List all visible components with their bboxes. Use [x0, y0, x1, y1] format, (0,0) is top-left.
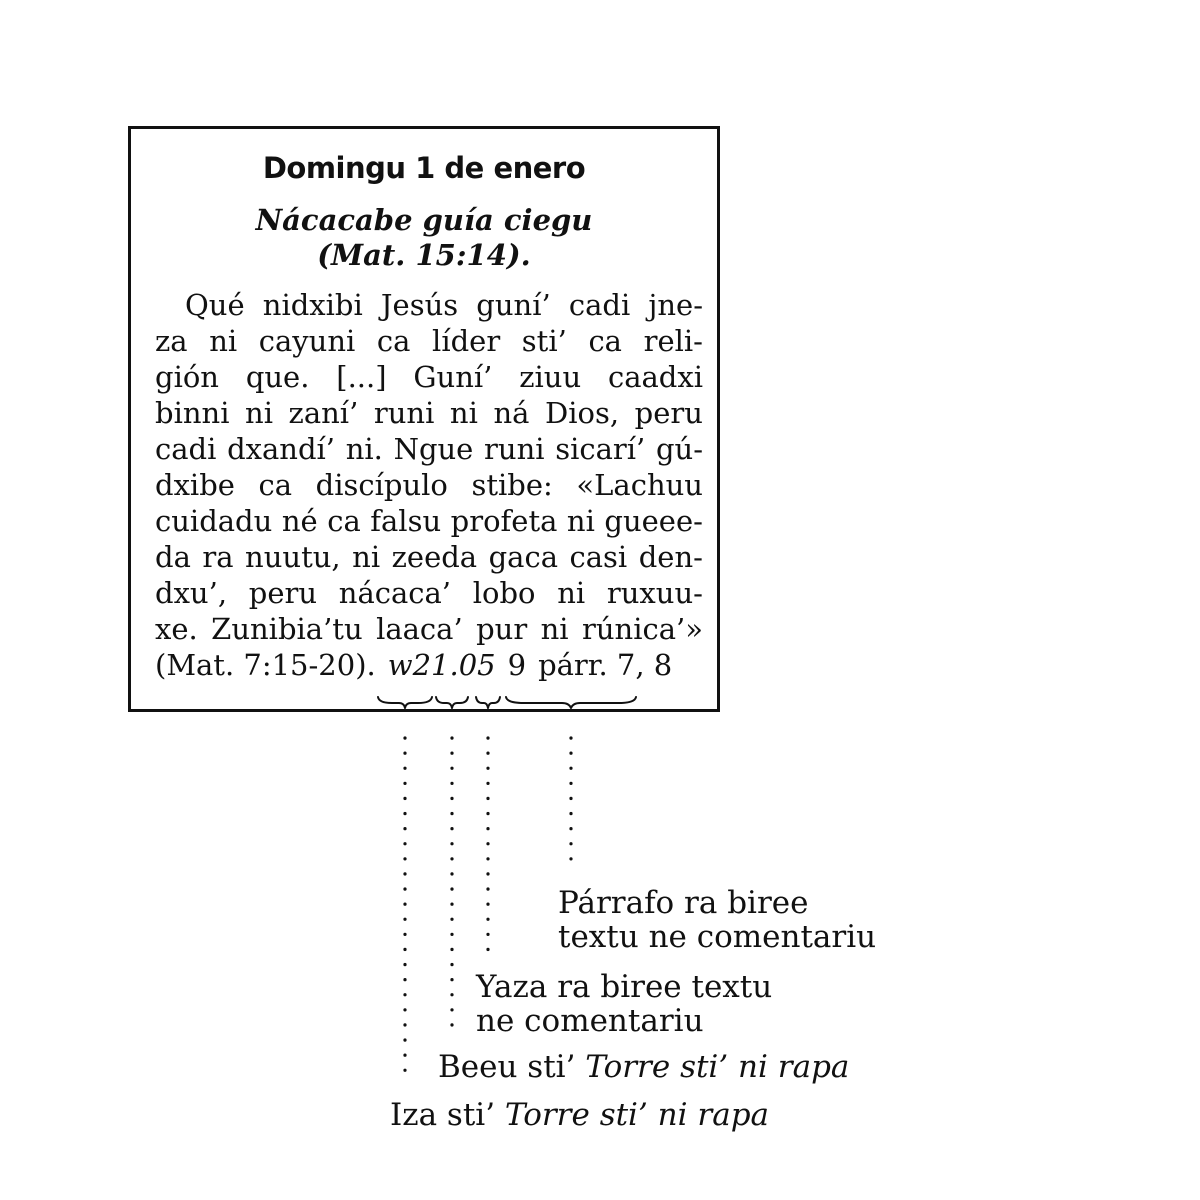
- label-paragraph: Párrafo ra biree textu ne comentariu: [558, 885, 877, 955]
- brace-issue: [436, 697, 468, 708]
- brace-publication: [378, 697, 432, 708]
- citation-paragraphs: párr. 7, 8: [538, 648, 673, 682]
- citation-publication: w21.: [387, 648, 459, 682]
- card-date: Domingu 1 de enero: [262, 151, 586, 185]
- citation-page: 9: [507, 648, 527, 682]
- body-line: cuidadu né ca falsu profeta ni gueee-: [155, 504, 703, 538]
- brace-page: [476, 697, 500, 708]
- body-line: binni ni zaní’ runi ni ná Dios, peru: [155, 396, 703, 430]
- label-issue-month: Beeu sti’ Torre sti’ ni rapa: [438, 1049, 850, 1085]
- body-line: dxu’, peru nácaca’ lobo ni ruxuu-: [155, 576, 703, 610]
- body-line: cadi dxandí’ ni. Ngue runi sicarí’ gú-: [155, 432, 703, 466]
- theme-line: Nácacabe guía ciegu: [255, 203, 593, 237]
- body-line: Qué nidxibi Jesús guní’ cadi jne-: [185, 288, 703, 322]
- body-line: xe. Zunibia’tu laaca’ pur ni rúnica’»: [155, 612, 703, 646]
- label-page: Yaza ra biree textu ne comentariu: [476, 969, 773, 1039]
- theme-line: (Mat. 15:14).: [317, 238, 531, 272]
- body-line: dxibe ca discípulo stibe: «Lachuu: [155, 468, 703, 502]
- body-line: da ra nuutu, ni zeeda gaca casi den-: [155, 540, 703, 574]
- citation-scripture: (Mat. 7:15-20).: [155, 648, 376, 682]
- label-year: Iza sti’ Torre sti’ ni rapa: [390, 1097, 770, 1133]
- body-line: za ni cayuni ca líder sti’ ca reli-: [155, 324, 703, 358]
- body-line: gión que. [...] Guní’ ziuu caadxi: [155, 360, 703, 394]
- citation-issue: 05: [458, 648, 496, 682]
- brace-paragraphs: [506, 697, 636, 708]
